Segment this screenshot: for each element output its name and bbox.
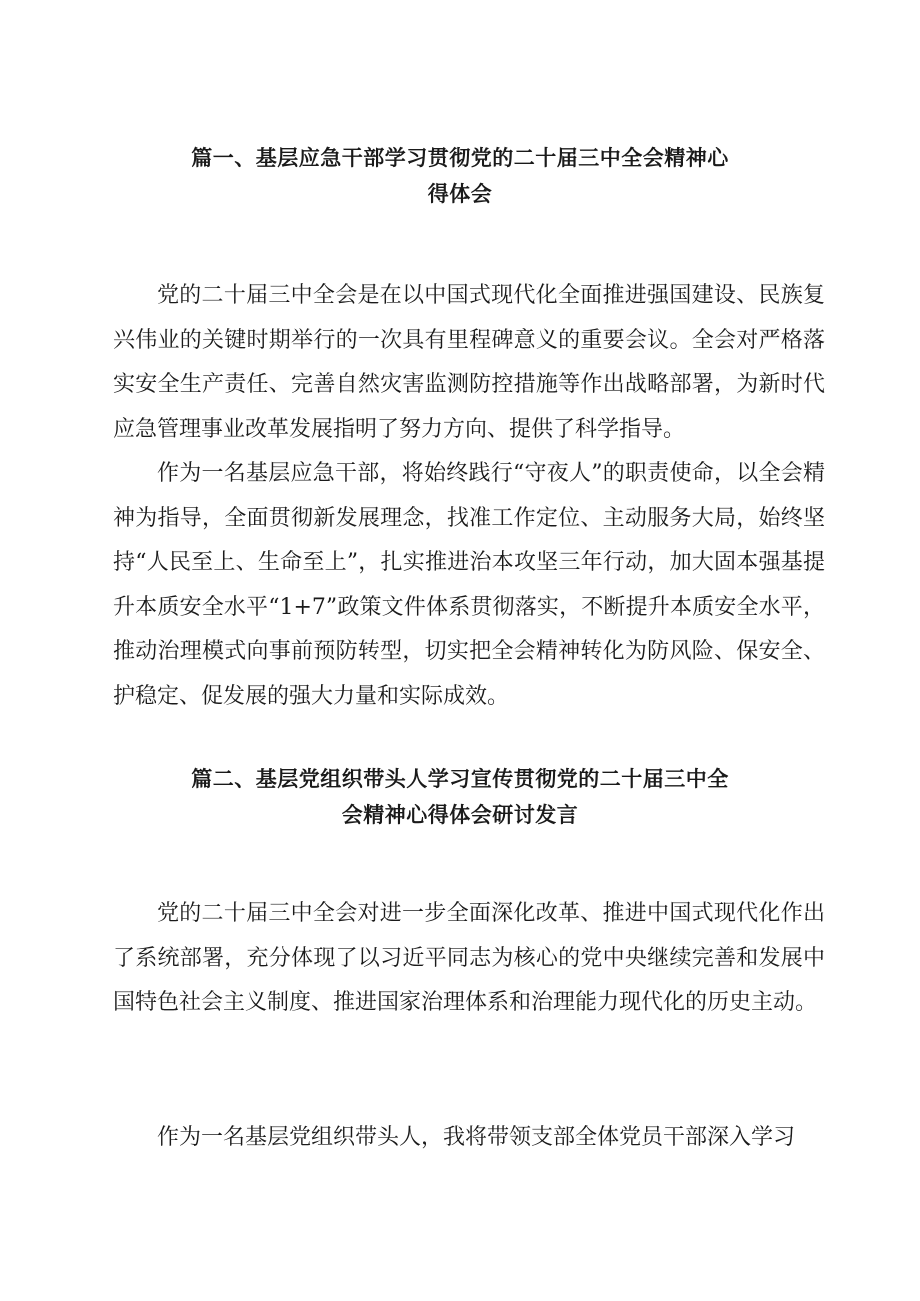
- section2-paragraph-2: 作为一名基层党组织带头人，我将带领支部全体党员干部深入学习: [157, 1125, 796, 1150]
- section1-paragraph-2: 作为一名基层应急干部，将始终践行“守夜人”的职责使命，以全会精神为指导，全面贯彻新发展理念，找准工作定位、主动服务大局，始终坚持“人民至上、生命至上”，扎实推进治本攻坚三年行动，加大固本强基提升本质安全水平“1+7”政策文件体系贯彻落实，不断提升本质安全水平，推动治理模式向事前预防转型，切实把全会精神转化为防风险、保安全、护稳定、促发展的强大力量和实际成效。: [113, 461, 825, 709]
- section1-paragraph-1: 党的二十届三中全会是在以中国式现代化全面推进强国建设、民族复兴伟业的关键时期举行的一次具有里程碑意义的重要会议。全会对严格落实安全生产责任、完善自然灾害监测防控措施等作出战略部署，为新时代应急管理事业改革发展指明了努力方向、提供了科学指导。: [113, 283, 825, 442]
- section1-title-line1: 篇一、基层应急干部学习贯彻党的二十届三中全会精神心: [191, 145, 729, 170]
- section2-title-line1: 篇二、基层党组织带头人学习宣传贯彻党的二十届三中全: [191, 766, 729, 791]
- section1-title-line2: 得体会: [427, 181, 493, 206]
- section1-title: [0, 140, 920, 212]
- section2-title-line2: 会精神心得体会研讨发言: [341, 802, 579, 827]
- section2-paragraph-1: 党的二十届三中全会对进一步全面深化改革、推进中国式现代化作出了系统部署，充分体现了以习近平同志为核心的党中央继续完善和发展中国特色社会主义制度、推进国家治理体系和治理能力现代化的历史主动。: [113, 901, 825, 1015]
- section2-title: [0, 761, 920, 833]
